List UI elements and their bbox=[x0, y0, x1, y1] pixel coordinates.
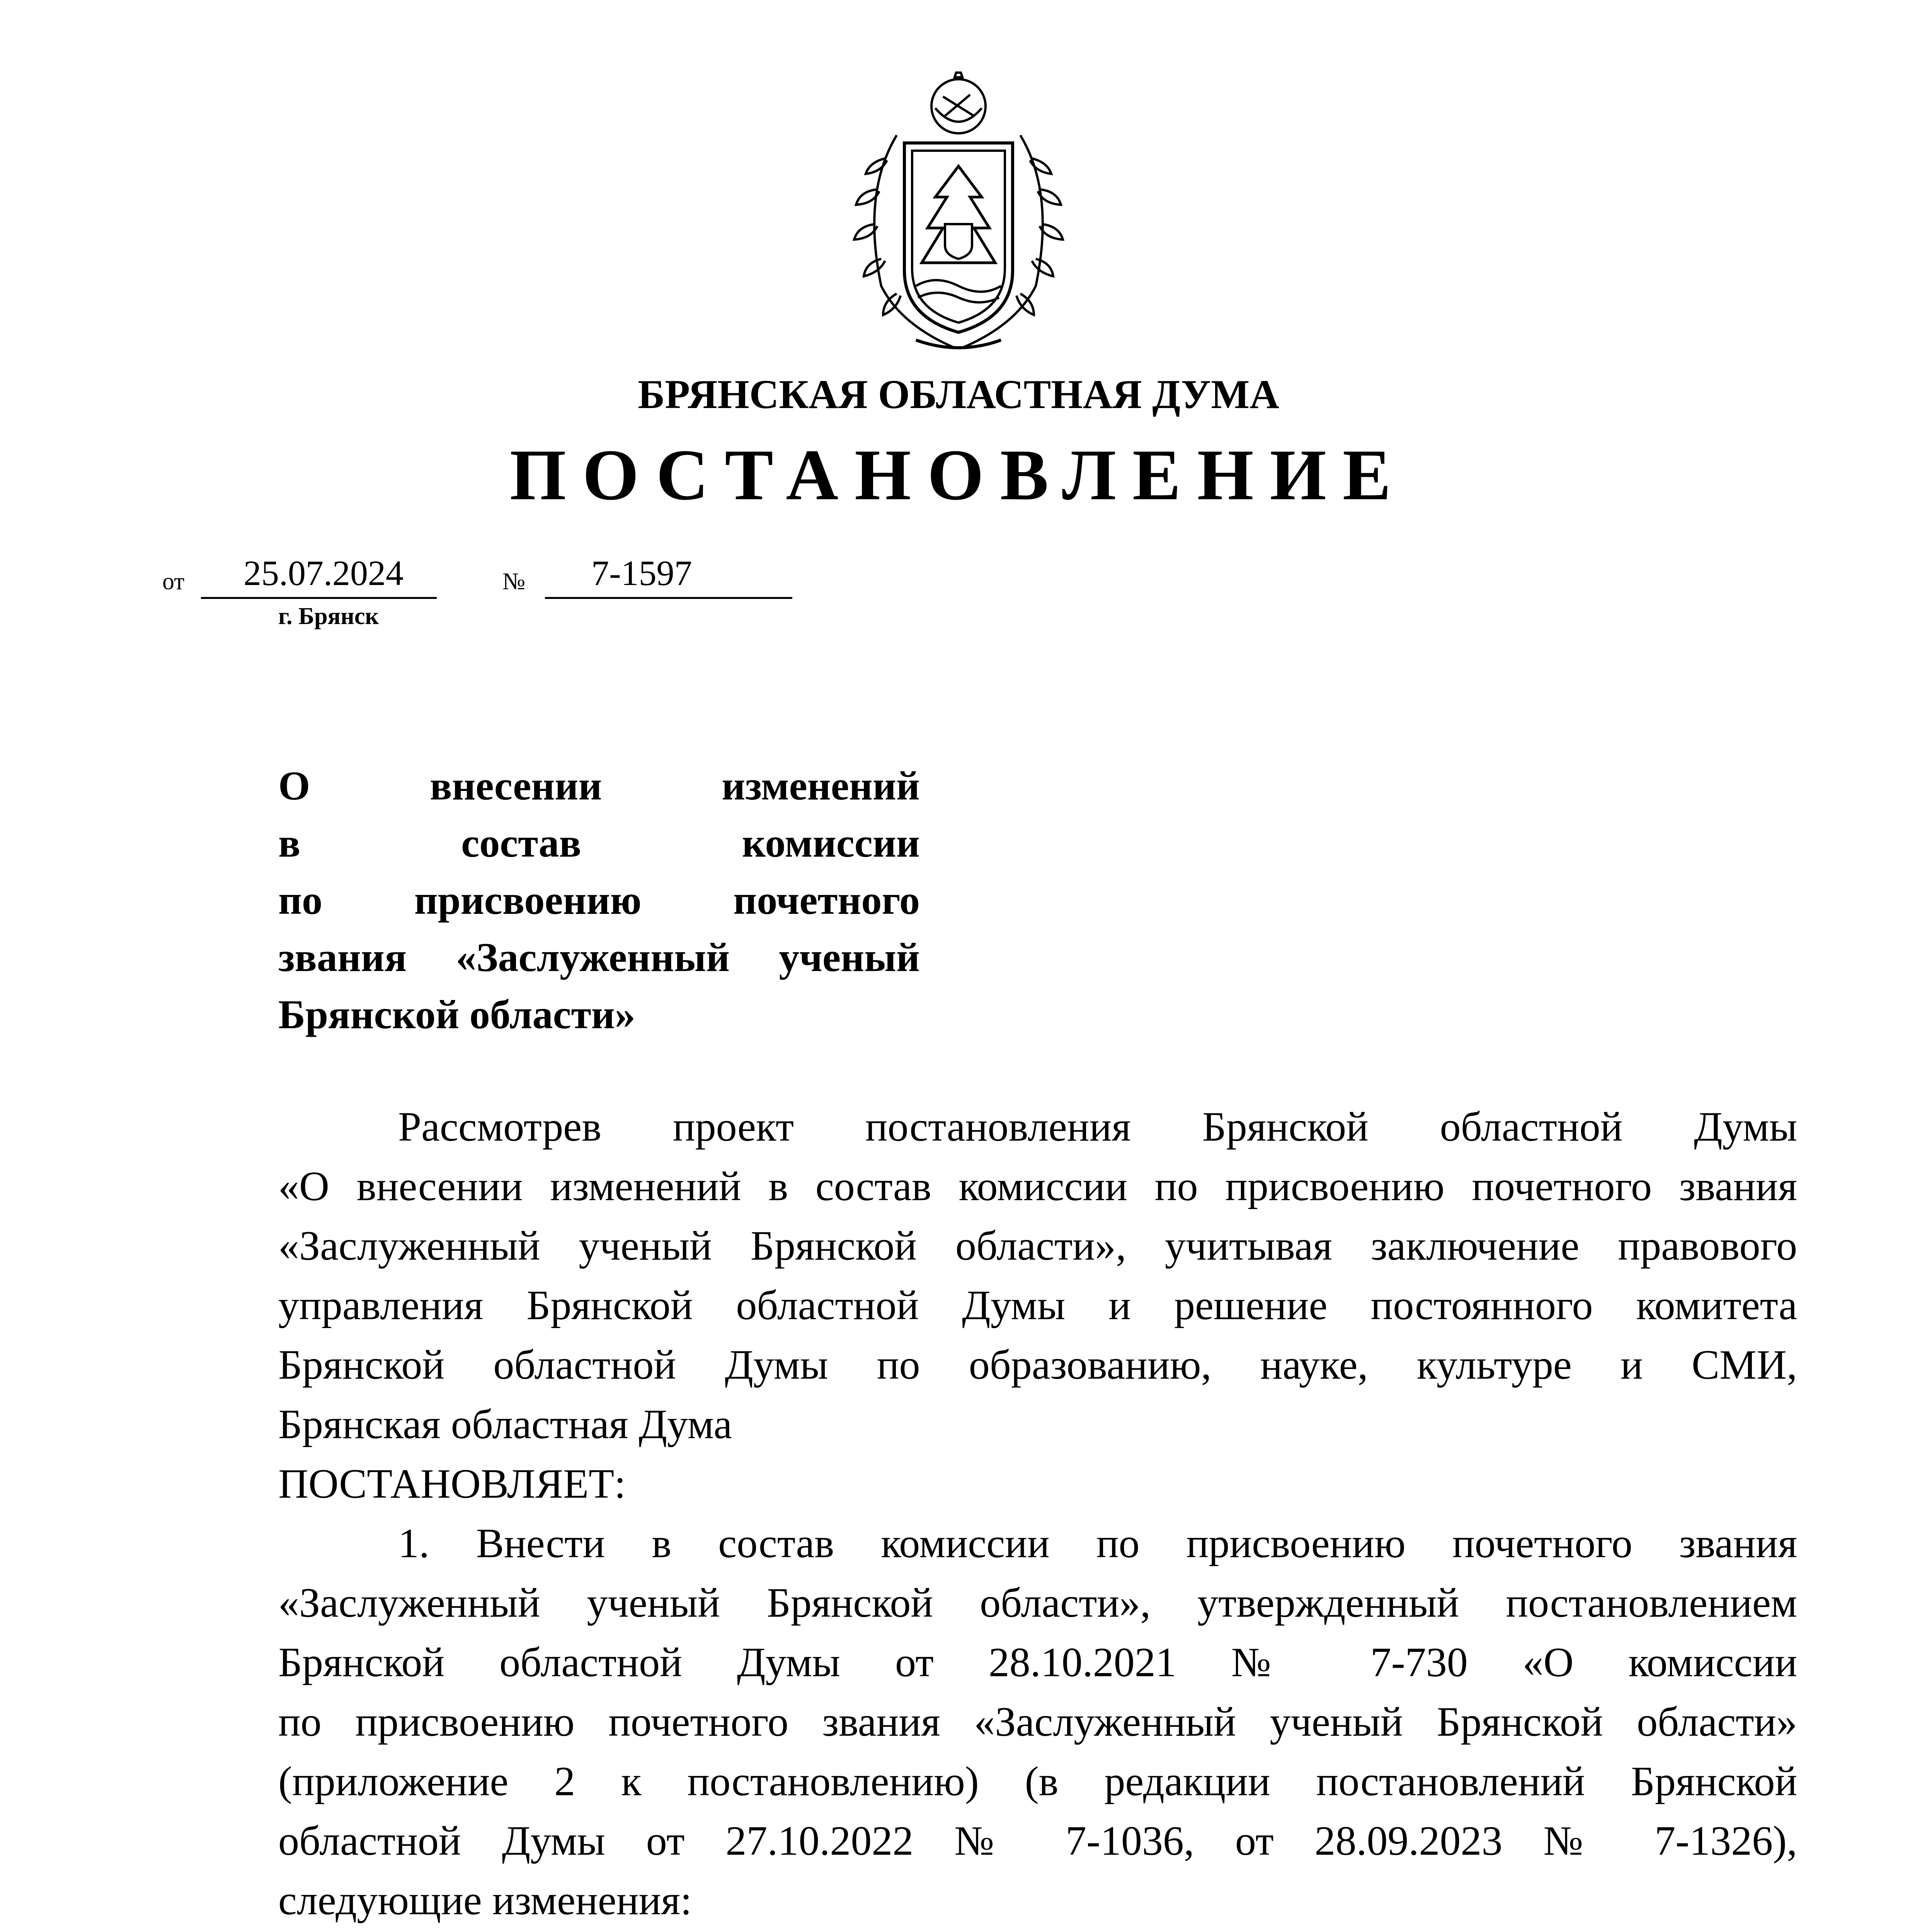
date-prefix: от bbox=[162, 568, 185, 595]
number-underline bbox=[545, 597, 792, 599]
document-number: 7-1597 bbox=[591, 553, 692, 593]
body-line: управления Брянской областной Думы и решение постоянного комитета bbox=[278, 1282, 1797, 1328]
title-line: по присвоению почетного bbox=[278, 878, 920, 923]
coat-of-arms-icon bbox=[839, 70, 1078, 363]
body-line: (приложение 2 к постановлению) (в редакции постановлений Брянской bbox=[278, 1759, 1797, 1804]
body-line: Брянской областной Думы по образованию, науке, культуре и СМИ, bbox=[278, 1342, 1797, 1388]
body-line: Брянская областная Дума bbox=[278, 1401, 732, 1447]
city: г. Брянск bbox=[278, 603, 379, 629]
body-line: областной Думы от 27.10.2022 № 7-1036, от 28.09.2023 № 7-1326), bbox=[278, 1818, 1797, 1864]
title-line: О внесении изменений bbox=[278, 763, 920, 808]
body-line: «Заслуженный ученый Брянской области», утвержденный постановлением bbox=[278, 1580, 1797, 1626]
title-line: звания «Заслуженный ученый bbox=[278, 935, 920, 980]
body-line bbox=[278, 1930, 1797, 1932]
body-line: Рассмотрев проект постановления Брянской областной Думы bbox=[398, 1104, 1797, 1150]
body-line: «Заслуженный ученый Брянской области», учитывая заключение правового bbox=[278, 1223, 1797, 1269]
body-line: следующие изменения: bbox=[278, 1878, 692, 1923]
title-line: Брянской области» bbox=[278, 992, 635, 1037]
document-type: ПОСТАНОВЛЕНИЕ bbox=[509, 434, 1408, 515]
date-underline bbox=[201, 597, 437, 599]
body-line: 1. Внести в состав комиссии по присвоению почетного звания bbox=[398, 1520, 1797, 1566]
number-prefix: № bbox=[502, 568, 526, 595]
body-line: «О внесении изменений в состав комиссии по присвоению почетного звания bbox=[278, 1163, 1797, 1209]
resolves-heading: ПОСТАНОВЛЯЕТ: bbox=[278, 1461, 626, 1507]
document-title bbox=[278, 757, 920, 1043]
organization-name: БРЯНСКАЯ ОБЛАСТНАЯ ДУМА bbox=[638, 372, 1279, 417]
body-line: по присвоению почетного звания «Заслуженный ученый Брянской области» bbox=[278, 1699, 1797, 1745]
body-line: Брянской областной Думы от 28.10.2021 № 7-730 «О комиссии bbox=[278, 1639, 1797, 1685]
title-line: в состав комиссии bbox=[278, 820, 920, 866]
document-body bbox=[278, 1097, 1797, 1932]
document-date: 25.07.2024 bbox=[243, 553, 403, 593]
